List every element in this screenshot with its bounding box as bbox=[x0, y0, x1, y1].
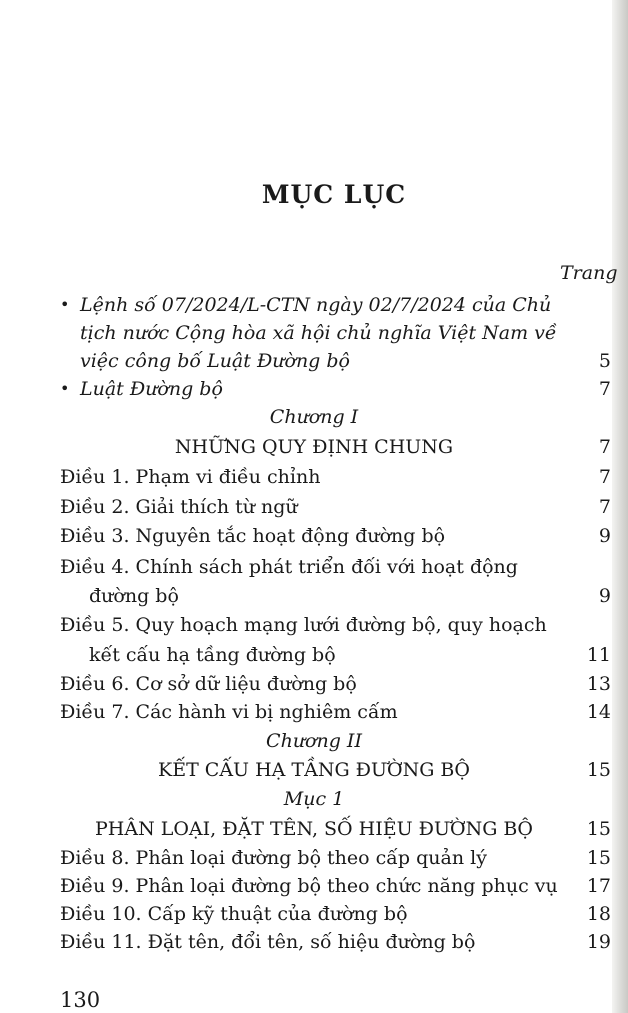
page-title: MỤC LỤC bbox=[261, 180, 407, 209]
page-edge bbox=[612, 0, 628, 1013]
page-number: 7 bbox=[598, 466, 611, 488]
page-number: 14 bbox=[586, 701, 611, 723]
toc-entry-line: Điều 5. Quy hoạch mạng lưới đường bộ, quy hoạch bbox=[60, 614, 547, 636]
toc-entry-line: Lệnh số 07/2024/L-CTN ngày 02/7/2024 của Chủ bbox=[80, 294, 552, 316]
toc-entry-line: đường bộ bbox=[89, 585, 179, 607]
toc-entry-line: Điều 4. Chính sách phát triển đối với hoạt động bbox=[60, 556, 518, 578]
page-number: 5 bbox=[598, 350, 611, 372]
page-number: 18 bbox=[586, 903, 611, 925]
chapter-label: Chương I bbox=[269, 406, 359, 428]
toc-entry-line: Điều 7. Các hành vi bị nghiêm cấm bbox=[60, 701, 398, 723]
toc-entry-line: việc công bố Luật Đường bộ bbox=[80, 350, 350, 372]
toc-entry-line: Điều 9. Phân loại đường bộ theo chức năng phục vụ bbox=[60, 875, 558, 897]
page-number: 7 bbox=[598, 436, 611, 458]
page-number: 19 bbox=[586, 931, 611, 953]
page-number: 9 bbox=[598, 525, 611, 547]
toc-entry-line: Điều 10. Cấp kỹ thuật của đường bộ bbox=[60, 903, 408, 925]
bullet-marker: • bbox=[60, 379, 70, 398]
page-number: 15 bbox=[586, 818, 611, 840]
toc-entry-line: Điều 2. Giải thích từ ngữ bbox=[60, 496, 298, 518]
page-number: 7 bbox=[598, 378, 611, 400]
toc-entry-line: Điều 8. Phân loại đường bộ theo cấp quản lý bbox=[60, 847, 487, 869]
footer-page-number: 130 bbox=[60, 988, 101, 1012]
page-number: 11 bbox=[586, 644, 611, 666]
page-column-label: Trang bbox=[560, 262, 618, 284]
toc-entry-line: Luật Đường bộ bbox=[80, 378, 223, 400]
toc-entry-line: Điều 11. Đặt tên, đổi tên, số hiệu đường bộ bbox=[60, 931, 476, 953]
page-number: 15 bbox=[586, 759, 611, 781]
chapter-title: KẾT CẤU HẠ TẦNG ĐƯỜNG BỘ bbox=[158, 759, 470, 781]
toc-entry-line: Điều 3. Nguyên tắc hoạt động đường bộ bbox=[60, 525, 446, 547]
toc-entry-line: Điều 6. Cơ sở dữ liệu đường bộ bbox=[60, 673, 357, 695]
page-number: 15 bbox=[586, 847, 611, 869]
chapter-label: Chương II bbox=[266, 730, 362, 752]
toc-entry-line: kết cấu hạ tầng đường bộ bbox=[89, 644, 336, 666]
page-number: 17 bbox=[586, 875, 611, 897]
bullet-marker: • bbox=[60, 295, 70, 314]
toc-entry-line: Điều 1. Phạm vi điều chỉnh bbox=[60, 466, 321, 488]
section-label: Mục 1 bbox=[283, 788, 345, 810]
page-number: 7 bbox=[598, 496, 611, 518]
page-number: 13 bbox=[586, 673, 611, 695]
page-number: 9 bbox=[598, 585, 611, 607]
chapter-title: NHỮNG QUY ĐỊNH CHUNG bbox=[174, 436, 454, 458]
toc-entry-line: tịch nước Cộng hòa xã hội chủ nghĩa Việt Nam về bbox=[80, 322, 557, 344]
section-title: PHÂN LOẠI, ĐẶT TÊN, SỐ HIỆU ĐƯỜNG BỘ bbox=[95, 818, 533, 840]
